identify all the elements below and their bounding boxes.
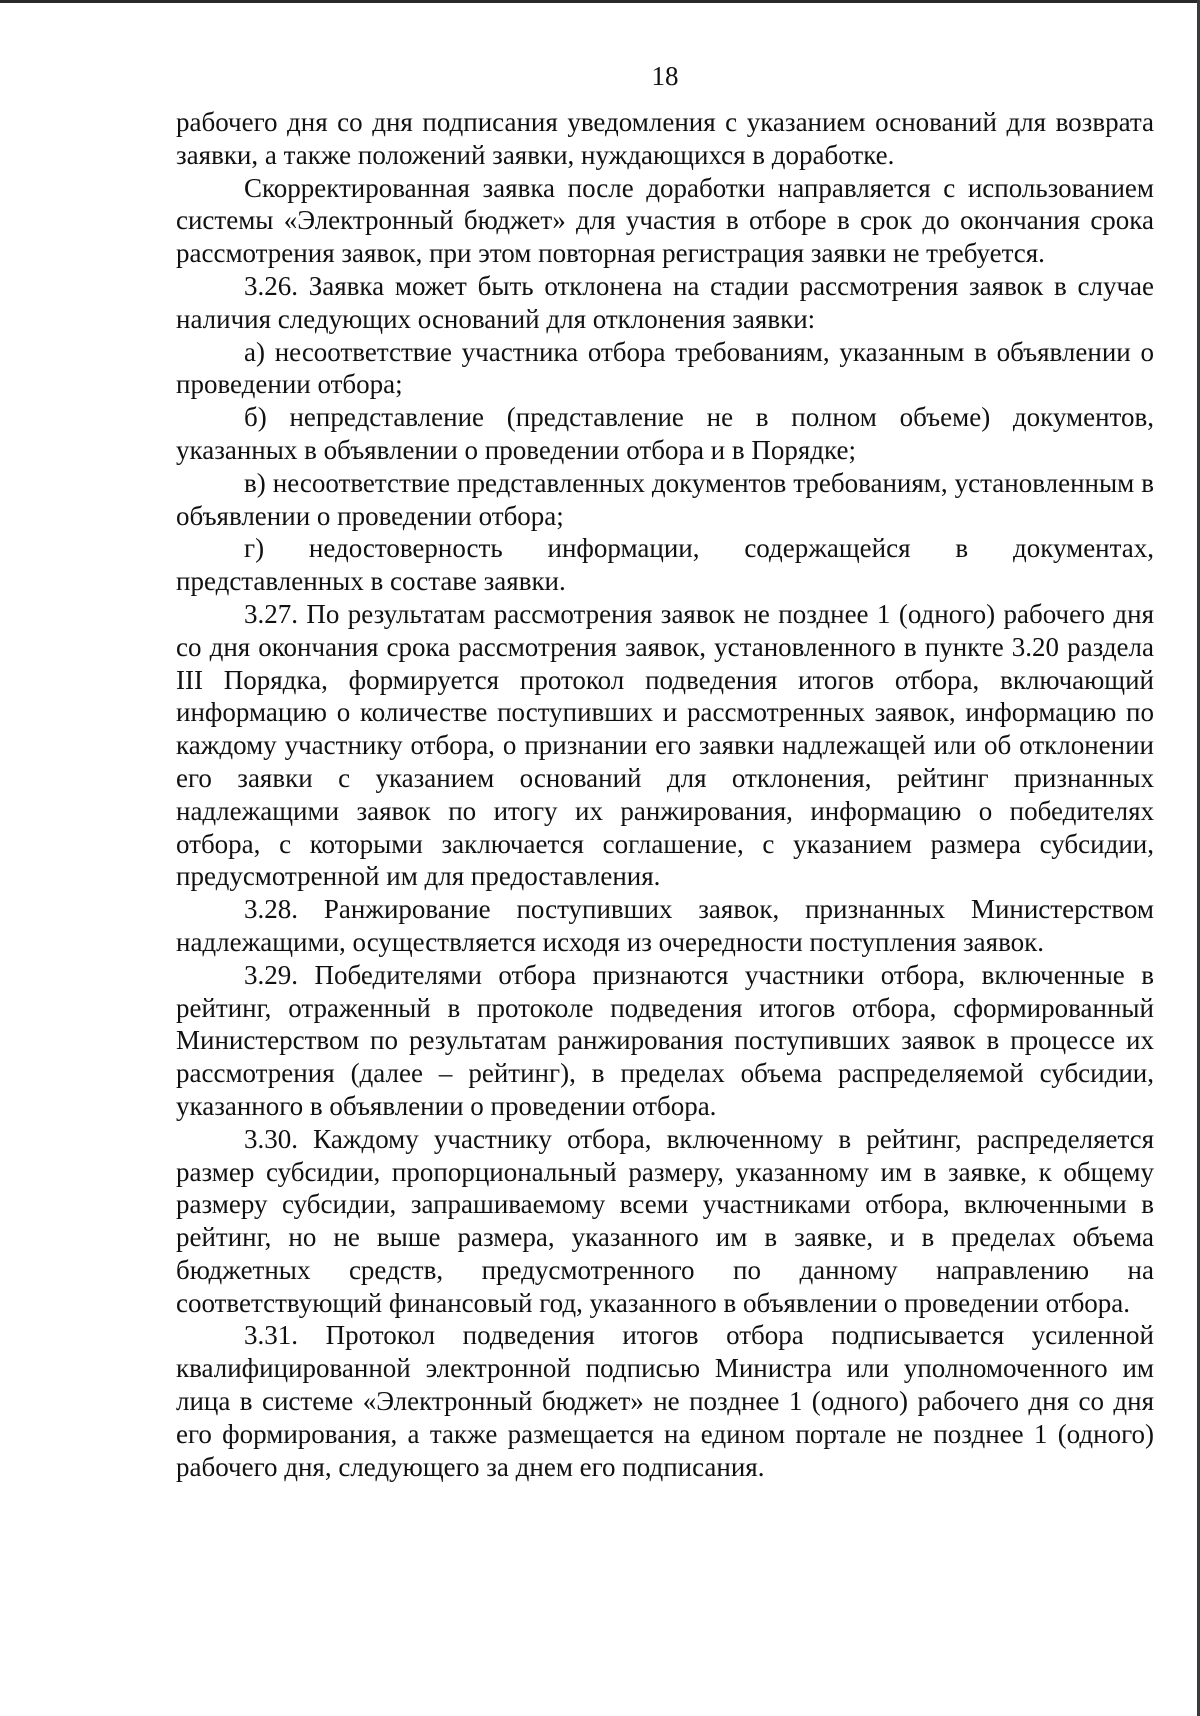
paragraph-corrected-application: Скорректированная заявка после доработки направляется с использованием системы «Электронный бюджет» для участия в отборе в срок до окончания срока рассмотрения заявок, при этом повторная регистрация заявки не требуется. (176, 172, 1154, 269)
scan-top-edge (0, 0, 1200, 3)
list-item-g: г) недостоверность информации, содержащейся в документах, представленных в составе заявки. (176, 533, 1154, 597)
paragraph-3-26: 3.26. Заявка может быть отклонена на стадии рассмотрения заявок в случае наличия следующих оснований для отклонения заявки: (176, 270, 1154, 334)
list-item-v: в) несоответствие представленных документов требованиям, установленным в объявлении о проведении отбора; (176, 467, 1154, 531)
list-item-b: б) непредставление (представление не в полном объеме) документов, указанных в объявлении о проведении отбора и в Порядке; (176, 402, 1154, 465)
list-item-a: а) несоответствие участника отбора требованиям, указанным в объявлении о проведении отбора; (176, 336, 1154, 400)
paragraph-3-28: 3.28. Ранжирование поступивших заявок, признанных Министерством надлежащими, осуществляется исходя из очередности поступления заявок. (176, 894, 1154, 957)
paragraph-continuation: рабочего дня со дня подписания уведомления с указанием оснований для возврата заявки, а также положений заявки, нуждающихся в доработке. (176, 107, 1154, 170)
page-number: 18 (651, 61, 679, 91)
paragraph-3-31: 3.31. Протокол подведения итогов отбора подписывается усиленной квалифицированной электронной подписью Министра или уполномоченного им лица в системе «Электронный бюджет» не позднее 1 (одного) рабочего дня со дня его формирования, а также размещается на едином портале не позднее 1 (одного) рабочего дня, следующего за днем его подписания. (176, 1320, 1154, 1482)
document-page (176, 60, 1154, 1483)
paragraph-3-30: 3.30. Каждому участнику отбора, включенному в рейтинг, распределяется размер субсидии, пропорциональный размеру, указанному им в заявке, к общему размеру субсидии, запрашиваемому всеми участниками отбора, включенными в рейтинг, но не выше размера, указанного им в заявке, и в пределах объема бюджетных средств, предусмотренного по данному направлению на соответствующий финансовый год, указанного в объявлении о проведении отбора. (176, 1123, 1154, 1318)
paragraph-3-29: 3.29. Победителями отбора признаются участники отбора, включенные в рейтинг, отраженный в протоколе подведения итогов отбора, сформированный Министерством по результатам ранжирования поступивших заявок в процессе их рассмотрения (далее – рейтинг), в пределах объема распределяемой субсидии, указанного в объявлении о проведении отбора. (176, 959, 1154, 1121)
paragraph-3-27: 3.27. По результатам рассмотрения заявок не позднее 1 (одного) рабочего дня со дня окончания срока рассмотрения заявок, установленного в пункте 3.20 раздела III Порядка, формируется протокол подведения итогов отбора, включающий информацию о количестве поступивших и рассмотренных заявок, информацию по каждому участнику отбора, о признании его заявки надлежащей или об отклонении его заявки с указанием оснований для отклонения, рейтинг признанных надлежащими заявок по итогу их ранжирования, информацию о победителях отбора, с которыми заключается соглашение, с указанием размера субсидии, предусмотренной им для предоставления. (176, 598, 1154, 892)
